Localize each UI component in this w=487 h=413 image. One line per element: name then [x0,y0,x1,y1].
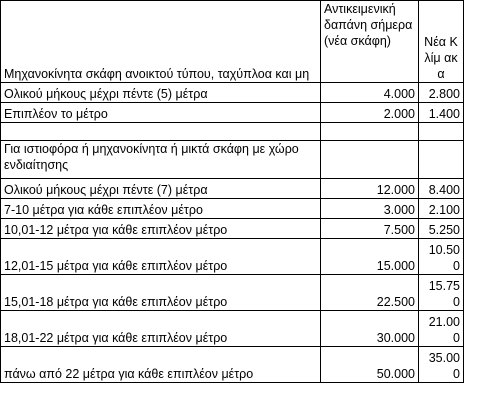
row-current-value: 22.500 [376,295,415,309]
row-new-value: 1.400 [428,107,460,121]
row-current-cell[interactable] [321,83,419,103]
row-current-value: 30.000 [376,331,415,345]
row-current-value: 7.500 [383,223,415,237]
row-label: 10,01-12 μέτρα για κάθε επιπλέον μέτρο [4,223,228,237]
table-row [1,275,464,311]
header-current-cost-text: Αντικειμενική δαπάνη σήμερα (νέα σκάφη) [324,2,413,48]
row-label: 12,01-15 μέτρα για κάθε επιπλέον μέτρο [4,259,228,273]
table-row [1,199,464,219]
row-new-value: 35.000 [428,351,460,381]
row-new-cell[interactable] [419,275,464,311]
row-label: 15,01-18 μέτρα για κάθε επιπλέον μέτρο [4,295,228,309]
row-label: Ολικού μήκους μέχρι πέντε (7) μέτρα [4,183,208,197]
row-current-value: 4.000 [383,87,415,101]
row-current-cell[interactable] [321,311,419,347]
header-current-cost-cell[interactable] [321,1,419,83]
row-label-cell[interactable] [1,199,321,219]
empty-row [1,123,464,141]
table-row [1,179,464,199]
row-label-cell[interactable] [1,347,321,383]
row-current-cell[interactable] [321,103,419,123]
row-label-cell[interactable] [1,311,321,347]
row-current-value: 3.000 [383,203,415,217]
row-current-cell[interactable] [321,347,419,383]
row-new-cell[interactable] [419,103,464,123]
header-row [1,1,464,83]
empty-cell[interactable] [321,141,419,179]
row-current-value: 2.000 [383,107,415,121]
row-new-cell[interactable] [419,83,464,103]
row-label: 18,01-22 μέτρα για κάθε επιπλέον μέτρο [4,331,228,345]
row-current-cell[interactable] [321,219,419,239]
row-label: πάνω από 22 μέτρα για κάθε επιπλέον μέτρο [4,367,254,381]
table-row [1,219,464,239]
row-current-cell[interactable] [321,239,419,275]
row-label: Ολικού μήκους μέχρι πέντε (5) μέτρα [4,87,208,101]
row-new-value: 10.500 [428,243,460,273]
row-new-value: 21.000 [428,315,460,345]
row-current-cell[interactable] [321,179,419,199]
table-row [1,239,464,275]
table-row [1,83,464,103]
row-new-value: 8.400 [428,183,460,197]
empty-cell[interactable] [321,123,419,141]
row-current-value: 15.000 [376,259,415,273]
row-label-cell[interactable] [1,219,321,239]
empty-cell[interactable] [419,123,464,141]
table-row [1,103,464,123]
table-row [1,311,464,347]
row-current-cell[interactable] [321,199,419,219]
row-label-cell[interactable] [1,275,321,311]
header-new-scale-text: Νέα Κλίμ ακα [424,35,458,81]
table-row [1,347,464,383]
row-new-value: 2.100 [428,203,460,217]
section-title-text: Για ιστιοφόρα ή μηχανοκίνητα ή μικτά σκάφη με χώρο ενδιαίτησης [4,142,299,172]
row-new-value: 15.750 [428,279,460,309]
header-new-scale-cell[interactable] [419,1,464,83]
row-label-cell[interactable] [1,239,321,275]
row-label-cell[interactable] [1,103,321,123]
section-title-row [1,141,464,179]
row-new-cell[interactable] [419,179,464,199]
row-new-value: 2.800 [428,87,460,101]
row-current-value: 50.000 [376,367,415,381]
empty-cell[interactable] [419,141,464,179]
section-title-cell[interactable] [1,141,321,179]
row-label: 7-10 μέτρα για κάθε επιπλέον μέτρο [4,203,203,217]
row-label-cell[interactable] [1,83,321,103]
empty-cell[interactable] [1,123,321,141]
row-label-cell[interactable] [1,179,321,199]
row-new-cell[interactable] [419,199,464,219]
row-new-cell[interactable] [419,347,464,383]
row-current-value: 12.000 [376,183,415,197]
row-current-cell[interactable] [321,275,419,311]
row-new-cell[interactable] [419,239,464,275]
header-description-cell[interactable] [1,1,321,83]
header-description-text: Μηχανοκίνητα σκάφη ανοικτού τύπου, ταχύπλοα και μη [4,67,310,81]
row-new-value: 5.250 [428,223,460,237]
row-new-cell[interactable] [419,219,464,239]
row-label: Επιπλέον το μέτρο [4,107,108,121]
row-new-cell[interactable] [419,311,464,347]
